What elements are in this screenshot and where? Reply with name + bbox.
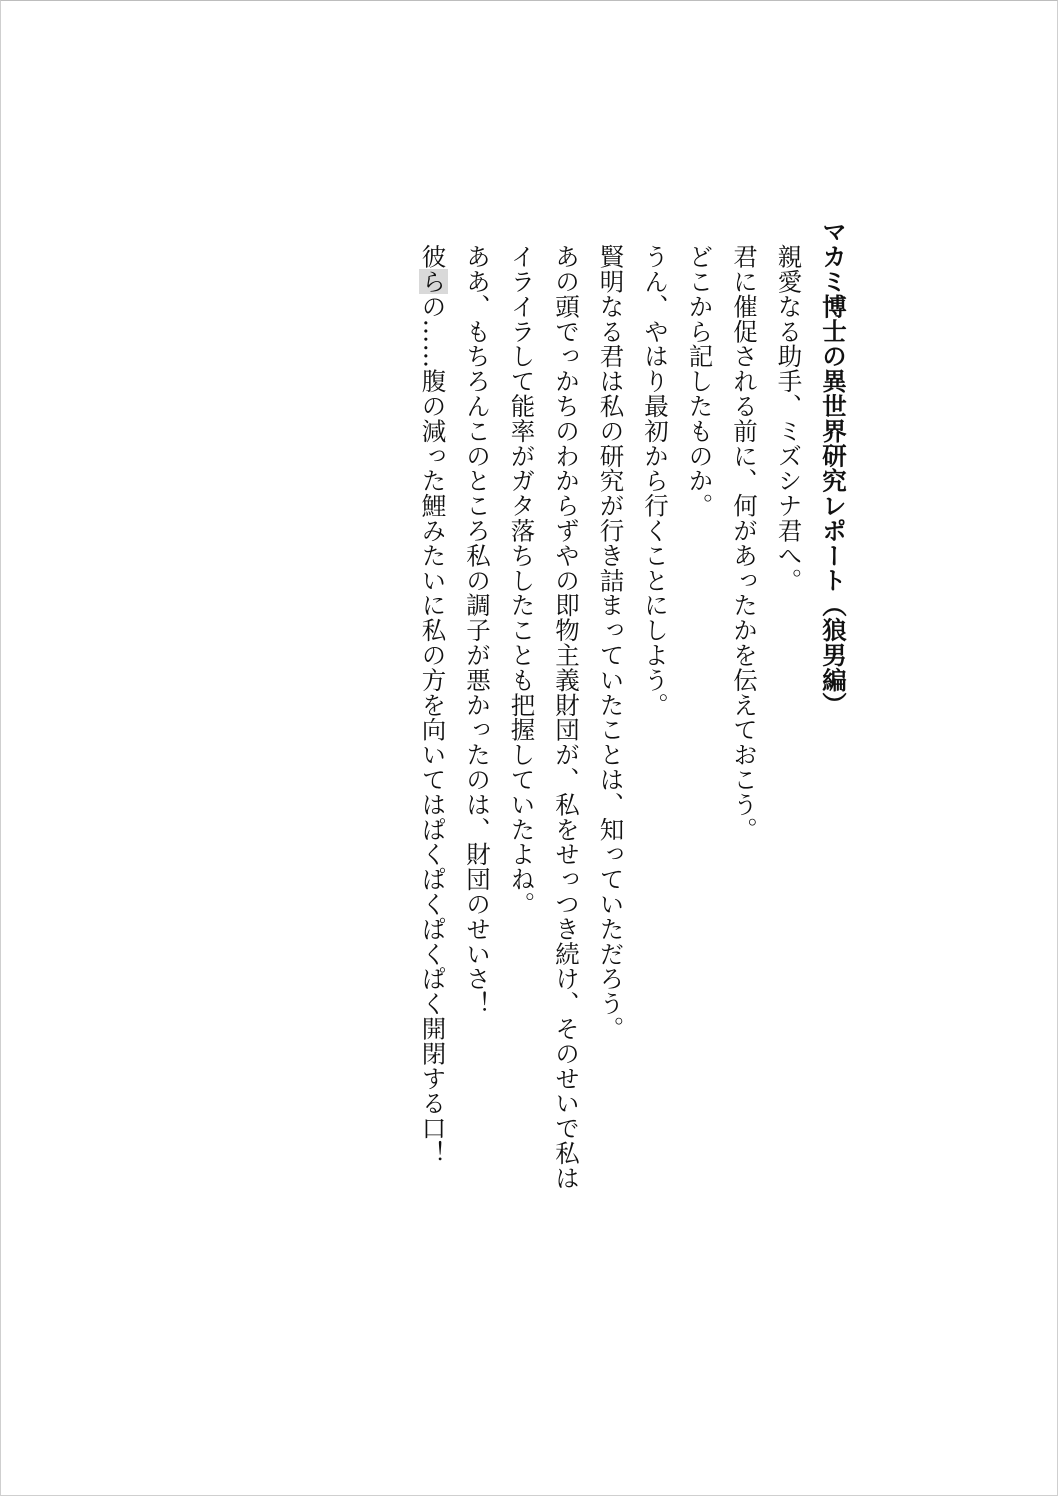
vertical-text-body xyxy=(410,219,855,1359)
text-selection-highlight[interactable]: ら xyxy=(418,268,448,294)
text-segment: 彼 xyxy=(418,244,448,269)
paragraph-line: ああ、もちろんこのところ私の調子が悪かったのは、財団のせいさ！ xyxy=(463,244,492,1016)
text-segment: の……腹の減った鯉みたいに私の方を向いてはぱくぱくぱくぱく開閉する口！ xyxy=(418,293,448,1166)
paragraph-line-last xyxy=(410,219,455,1359)
paragraph-line: どこから記したものか。 xyxy=(685,244,715,518)
paragraph-line: あの頭でっかちのわからずやの即物主義財団が、私をせっつき続け、そのせいで私は xyxy=(552,244,581,1191)
paragraph-line: 親愛なる助手、ミズシナ君へ。 xyxy=(774,244,804,593)
paragraph-line: 君に催促される前に、何があったかを伝えておこう。 xyxy=(730,244,759,842)
paragraph-line: うん、やはり最初から行くことにしよう。 xyxy=(641,244,670,718)
paragraph-line: 賢明なる君は私の研究が行き詰まっていたことは、知っていただろう。 xyxy=(596,244,626,1041)
paragraph-line: イライラして能率がガタ落ちしたことも把握していたよね。 xyxy=(507,244,537,917)
document-title: マカミ博士の異世界研究レポート（狼男編） xyxy=(819,219,848,717)
